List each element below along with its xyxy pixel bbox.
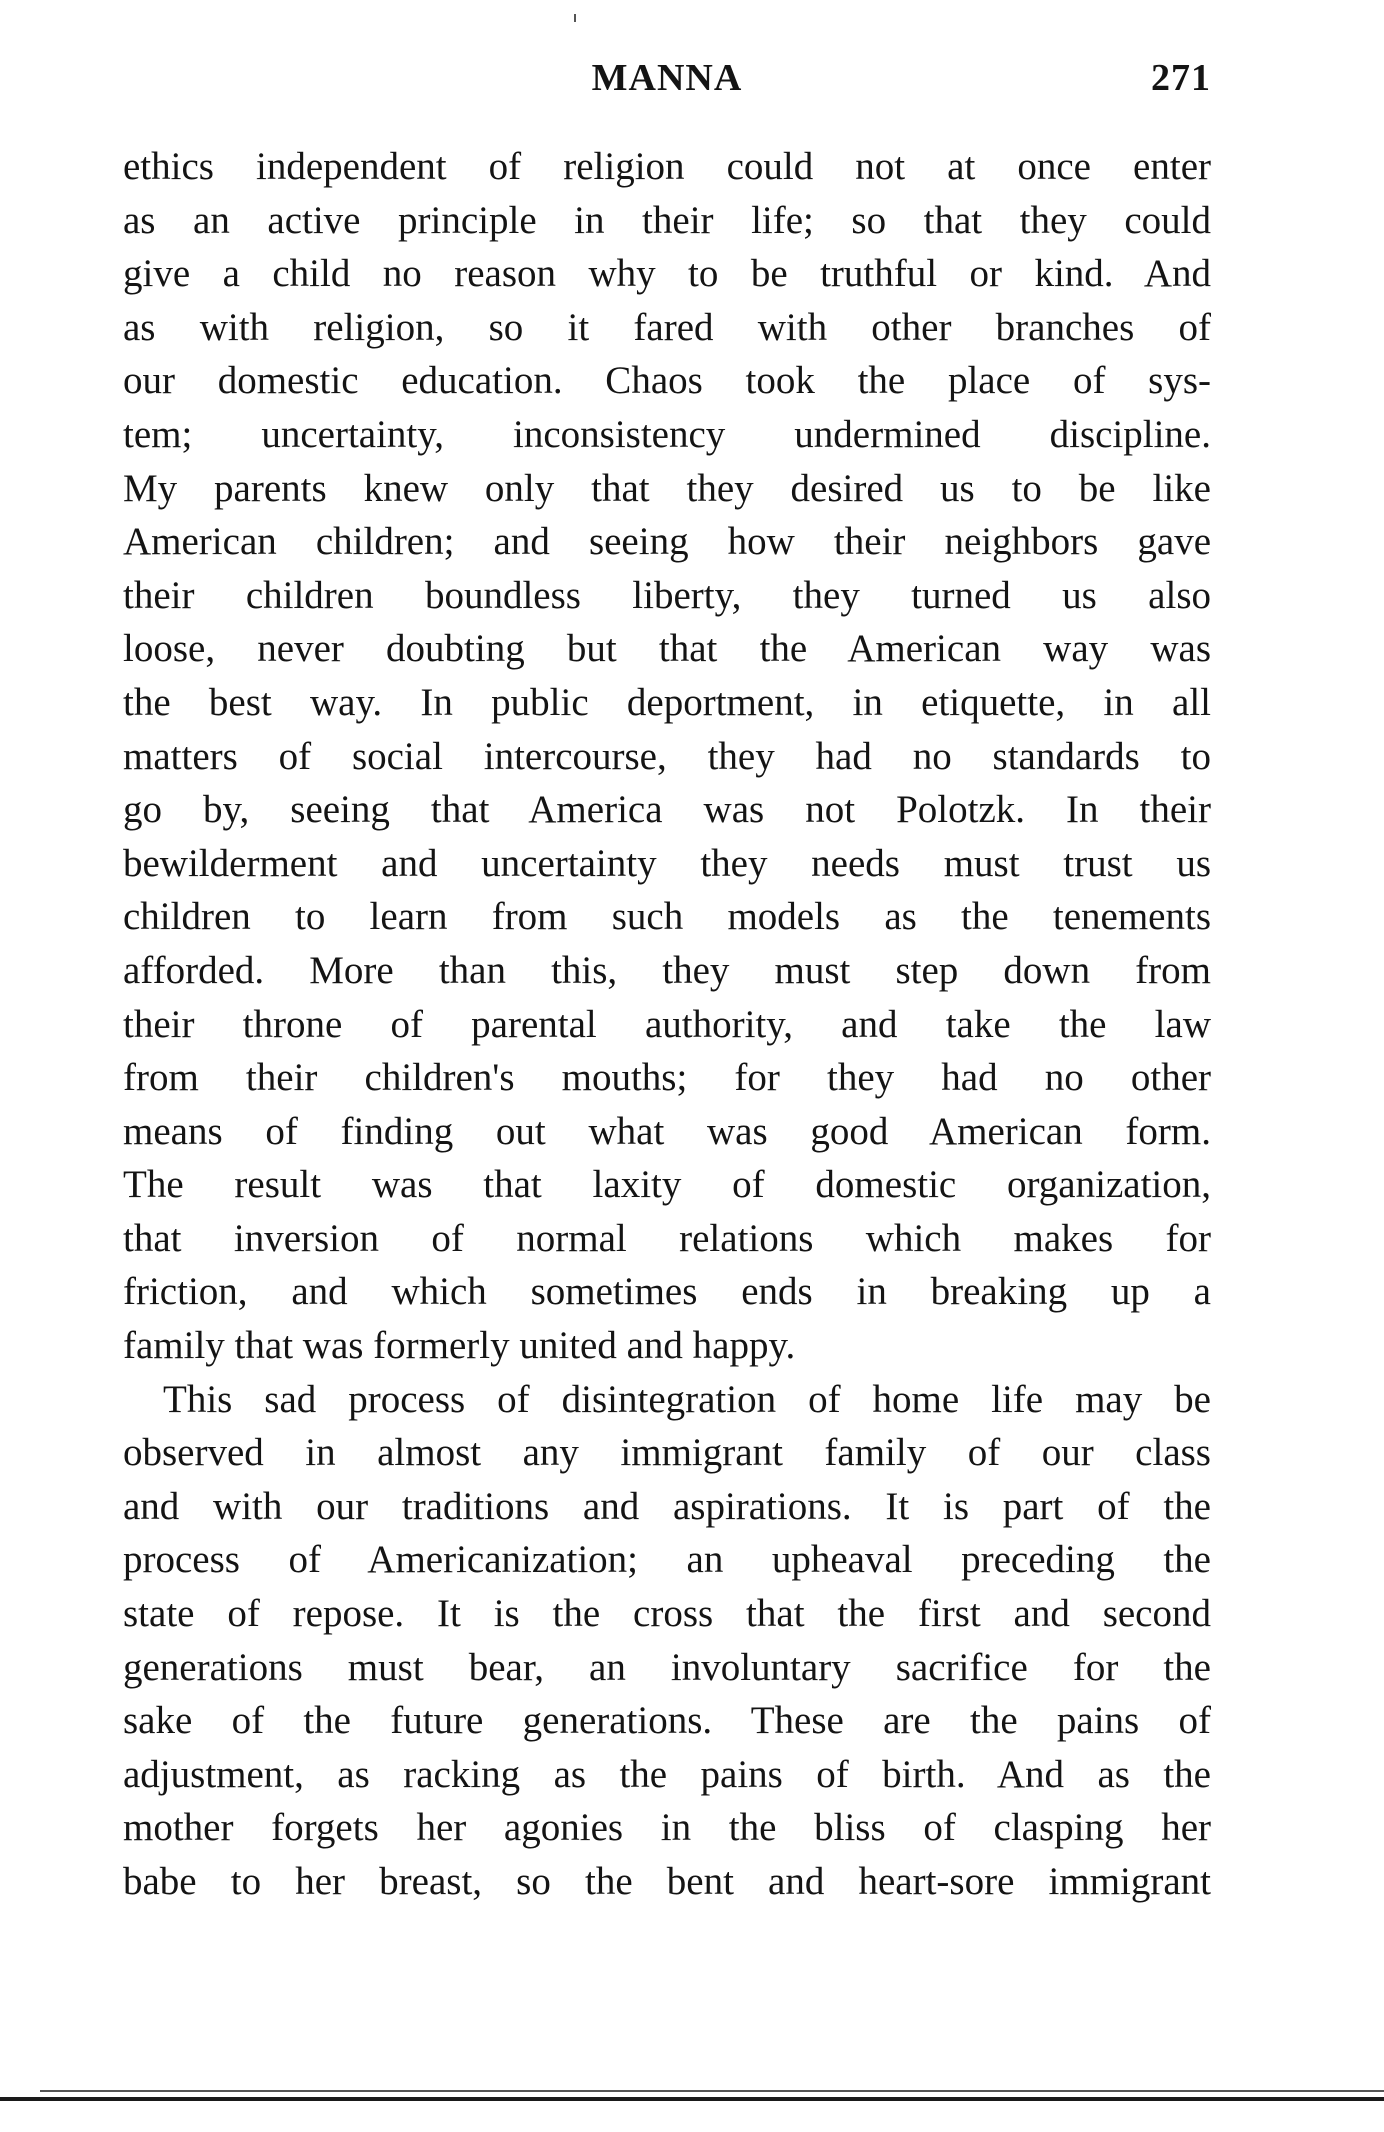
text-line: state of repose. It is the cross that the first and second xyxy=(123,1592,1211,1636)
text-line: My parents knew only that they desired us to be like xyxy=(123,466,1211,510)
text-line: as with religion, so it fared with other branches of xyxy=(123,305,1211,349)
text-line: American children; and seeing how their neighbors gave xyxy=(123,520,1211,564)
paragraph xyxy=(123,1373,1211,1909)
text-line: that inversion of normal relations which makes for xyxy=(123,1216,1211,1260)
print-speck xyxy=(574,14,576,22)
text-line: our domestic education. Chaos took the place of sys- xyxy=(123,359,1211,403)
text-line: adjustment, as racking as the pains of birth. And as the xyxy=(123,1752,1211,1796)
page-bottom-edge xyxy=(0,2097,1384,2101)
scan-edge-line xyxy=(40,2090,1384,2092)
text-line: matters of social intercourse, they had no standards to xyxy=(123,734,1211,778)
text-line: generations must bear, an involuntary sacrifice for the xyxy=(123,1645,1211,1689)
text-line: loose, never doubting but that the American way was xyxy=(123,627,1211,671)
body-text xyxy=(123,140,1211,1909)
text-line: from their children's mouths; for they had no other xyxy=(123,1056,1211,1100)
text-line: tem; uncertainty, inconsistency undermined discipline. xyxy=(123,412,1211,456)
text-line: friction, and which sometimes ends in breaking up a xyxy=(123,1270,1211,1314)
paragraph xyxy=(123,140,1211,1373)
text-line: family that was formerly united and happy. xyxy=(123,1324,796,1368)
text-line: give a child no reason why to be truthful or kind. And xyxy=(123,252,1211,296)
text-line: the best way. In public deportment, in etiquette, in all xyxy=(123,680,1211,724)
text-line: ethics independent of religion could not at once enter xyxy=(123,145,1211,188)
text-line: go by, seeing that America was not Polotzk. In their xyxy=(123,788,1211,832)
text-line: process of Americanization; an upheaval preceding the xyxy=(123,1538,1211,1582)
text-line: means of finding out what was good American form. xyxy=(123,1109,1211,1153)
text-line: as an active principle in their life; so that they could xyxy=(123,198,1211,242)
page-number: 271 xyxy=(1151,57,1211,99)
text-line: This sad process of disintegration of home life may be xyxy=(163,1377,1211,1421)
text-line: and with our traditions and aspirations. It is part of the xyxy=(123,1484,1211,1528)
text-line: sake of the future generations. These are the pains of xyxy=(123,1699,1211,1743)
running-title: MANNA xyxy=(591,57,743,99)
text-line: bewilderment and uncertainty they needs must trust us xyxy=(123,841,1211,885)
text-line: their children boundless liberty, they turned us also xyxy=(123,573,1211,617)
text-line: children to learn from such models as the tenements xyxy=(123,895,1211,939)
running-head xyxy=(123,56,1211,116)
text-line: their throne of parental authority, and take the law xyxy=(123,1002,1211,1046)
text-line: The result was that laxity of domestic organization, xyxy=(123,1163,1211,1207)
text-line: afforded. More than this, they must step down from xyxy=(123,948,1211,992)
text-line: babe to her breast, so the bent and heart-sore immigrant xyxy=(123,1860,1211,1903)
text-line: observed in almost any immigrant family of our class xyxy=(123,1431,1211,1475)
text-line: mother forgets her agonies in the bliss of clasping her xyxy=(123,1806,1211,1850)
